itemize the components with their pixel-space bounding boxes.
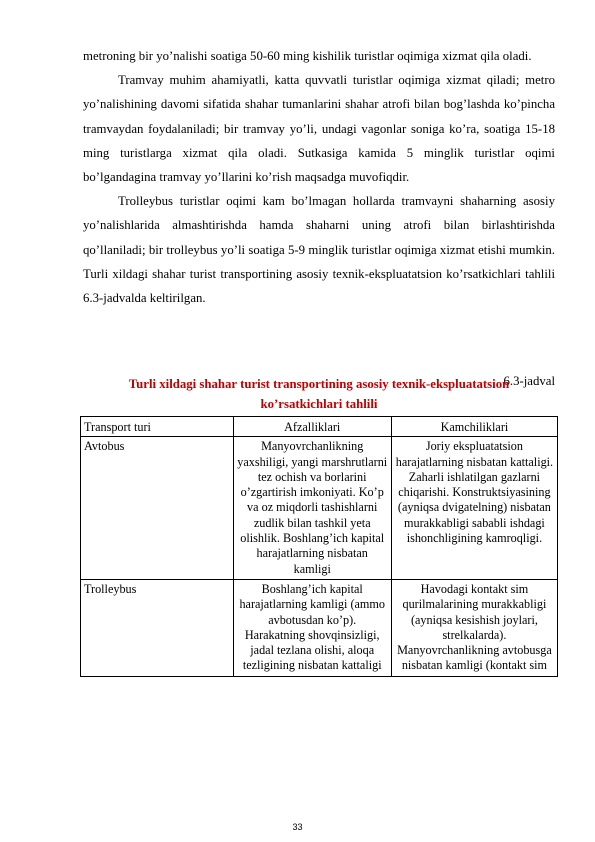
table-title-line-1: Turli xildagi shahar turist transportining asosiy texnik-ekspluatatsion <box>128 377 510 391</box>
cell-transport-type: Trolleybus <box>81 579 234 676</box>
comparison-table <box>80 416 558 677</box>
table-row <box>81 579 558 676</box>
table-caption-label: 6.3-jadval <box>503 374 555 388</box>
cell-disadvantages: Havodagi kontakt sim qurilmalarining murakkabligi (ayniqsa kesishish joylari, strelkalarda). Manyovrchanlikning avtobusga nisbatan kamligi (kontakt sim <box>391 579 557 676</box>
table-header-row <box>81 417 558 437</box>
cell-transport-type: Avtobus <box>81 437 234 580</box>
cell-disadvantages: Joriy ekspluatatsion harajatlarning nisbatan kattaligi. Zaharli ishlatilgan gazlarni chiqarishi. Konstruktsiyasining (ayniqsa dvigatelning) nisbatan murakkabligi sababli ishdagi ishonchligining kamroqligi. <box>391 437 557 580</box>
cell-advantages: Manyovrchanlikning yaxshiligi, yangi marshrutlarni tez ochish va borlarini o’zgartirish imkoniyati. Ko’p va oz miqdorli tashishlarni zudlik bilan tashkil yeta olishlik. Boshlang’ich kapital harajatlarning nisbatan kamligi <box>233 437 391 580</box>
page-number: 33 <box>292 822 303 832</box>
header-transport-type: Transport turi <box>81 417 234 437</box>
header-disadvantages: Kamchiliklari <box>391 417 557 437</box>
table-title-line-2: ko’rsatkichlari tahlili <box>260 397 378 411</box>
header-advantages: Afzalliklari <box>233 417 391 437</box>
paragraph-1: metroning bir yo’nalishi soatiga 50-60 ming kishilik turistlar oqimiga xizmat qila oladi. <box>83 49 532 63</box>
paragraph-3: Trolleybus turistlar oqimi kam bo’lmagan hollarda tramvayni shaharning asosiy yo’nalishlarida almashtirishda hamda shaharni uning atrofi bilan birlashtirishda qo’llaniladi; bir trolleybus yo’li soatiga 5-9 minglik turistlar oqimiga xizmat etishi mumkin. Turli xildagi shahar turist transportining asosiy texnik-ekspluatatsion ko’rsatkichlari tahlili 6.3-jadvalda keltirilgan. <box>83 194 555 306</box>
body-text <box>83 44 555 310</box>
cell-advantages: Boshlang’ich kapital harajatlarning kamligi (ammo avbotusdan ko’p). Harakatning shovqinsizligi, jadal tezlana olishi, aloqa tezligining nisbatan kattaligi <box>233 579 391 676</box>
table-row <box>81 437 558 580</box>
paragraph-2: Tramvay muhim ahamiyatli, katta quvvatli turistlar oqimiga xizmat qiladi; metro yo’nalishining davomi sifatida shahar tumanlarini shahar atrofi bilan bog’lashda ko’pincha tramvaydan foydalaniladi; bir tramvay yo’li, undagi vagonlar soniga ko’ra, soatiga 15-18 ming turistlarga xizmat qila oladi. Sutkasiga kamida 5 minglik turistlar oqimi bo’lgandagina tramvay yo’llarini ko’rish maqsadga muvofiqdir. <box>83 73 555 185</box>
